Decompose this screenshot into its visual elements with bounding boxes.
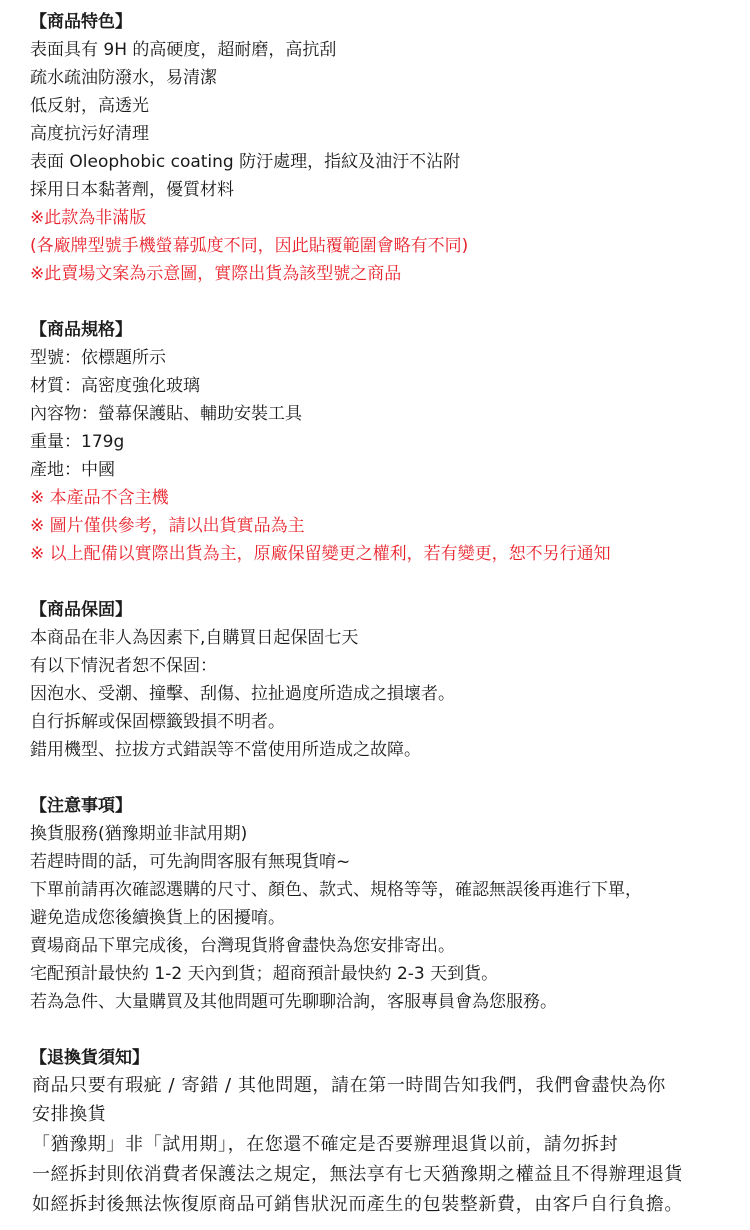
specs-line: 產地：中國 xyxy=(30,460,115,480)
returns-line: 「猶豫期」非「試用期」，在您還不確定是否要辦理退貨以前，請勿拆封 xyxy=(32,1134,619,1155)
features-note: (各廠牌型號手機螢幕弧度不同，因此貼覆範圍會略有不同) xyxy=(30,236,469,256)
warranty-line: 本商品在非人為因素下,自購買日起保固七天 xyxy=(30,628,359,648)
notice-line: 若為急件、大量購買及其他問題可先聊聊洽詢，客服專員會為您服務。 xyxy=(30,992,557,1012)
returns-line: 一經拆封則依消費者保護法之規定，無法享有七天猶豫期之權益且不得辦理退貨 xyxy=(32,1164,683,1185)
specs-note: ※ 圖片僅供參考，請以出貨實品為主 xyxy=(30,516,305,536)
warranty-line: 有以下情況者恕不保固： xyxy=(30,656,217,676)
features-line: 表面 Oleophobic coating 防汙處理，指紋及油汙不沾附 xyxy=(30,152,461,172)
notice-line: 若趕時間的話，可先詢問客服有無現貨唷~ xyxy=(30,852,351,872)
features-line: 高度抗污好清理 xyxy=(30,124,149,144)
features-line: 疏水疏油防潑水，易清潔 xyxy=(30,68,217,88)
notice-line: 宅配預計最快約 1-2 天內到貨；超商預計最快約 2-3 天到貨。 xyxy=(30,964,499,984)
returns-line: 安排換貨 xyxy=(32,1104,107,1125)
specs-heading: 【商品規格】 xyxy=(30,320,132,340)
notice-line: 下單前請再次確認選購的尺寸、顏色、款式、規格等等，確認無誤後再進行下單， xyxy=(30,880,642,900)
features-line: 採用日本黏著劑，優質材料 xyxy=(30,180,234,200)
returns-line: 如經拆封後無法恢復原商品可銷售狀況而產生的包裝整新費，由客戶自行負擔。 xyxy=(32,1194,683,1215)
notice-line: 避免造成您後續換貨上的困擾唷。 xyxy=(30,908,285,928)
specs-line: 內容物：螢幕保護貼、輔助安裝工具 xyxy=(30,404,302,424)
warranty-line: 錯用機型、拉拔方式錯誤等不當使用所造成之故障。 xyxy=(30,740,421,760)
specs-note: ※ 以上配備以實際出貨為主，原廠保留變更之權利，若有變更，恕不另行通知 xyxy=(30,544,611,564)
features-heading: 【商品特色】 xyxy=(30,12,132,32)
features-line: 表面具有 9H 的高硬度，超耐磨，高抗刮 xyxy=(30,40,337,60)
specs-line: 材質：高密度強化玻璃 xyxy=(30,376,200,396)
notice-heading: 【注意事項】 xyxy=(30,796,132,816)
warranty-line: 自行拆解或保固標籤毀損不明者。 xyxy=(30,712,285,732)
features-line: 低反射，高透光 xyxy=(30,96,149,116)
notice-line: 換貨服務(猶豫期並非試用期) xyxy=(30,824,248,844)
features-note: ※此款為非滿版 xyxy=(30,208,147,228)
specs-line: 重量：179g xyxy=(30,432,125,452)
specs-note: ※ 本產品不含主機 xyxy=(30,488,169,508)
returns-line: 商品只要有瑕疵 / 寄錯 / 其他問題，請在第一時間告知我們，我們會盡快為你 xyxy=(32,1075,666,1096)
warranty-line: 因泡水、受潮、撞擊、刮傷、拉扯過度所造成之損壞者。 xyxy=(30,684,455,704)
specs-line: 型號：依標題所示 xyxy=(30,348,166,368)
features-note: ※此賣場文案為示意圖，實際出貨為該型號之商品 xyxy=(30,264,402,284)
warranty-heading: 【商品保固】 xyxy=(30,600,132,620)
notice-line: 賣場商品下單完成後，台灣現貨將會盡快為您安排寄出。 xyxy=(30,936,455,956)
returns-heading: 【退換貨須知】 xyxy=(30,1048,149,1068)
